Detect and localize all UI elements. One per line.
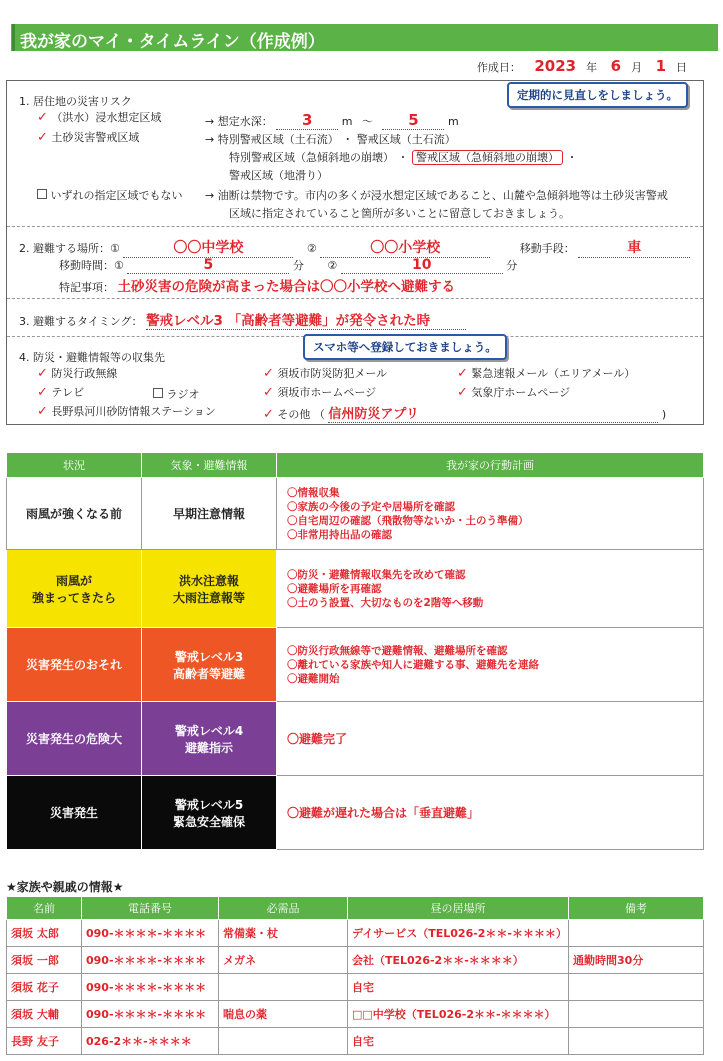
evac-place-1: 〇〇中学校 (123, 237, 293, 258)
section3-row: 3. 避難するタイミング： 警戒レベル3 「高齢者等避難」が発令された時 (19, 309, 466, 330)
timeline-row (7, 478, 704, 550)
risk-section: 1. 居住地の災害リスク ✓ （洪水）浸水想定区域 → 想定水深： 3 m ～ 5 m ✓ 土砂災害警戒区域 → 特別警戒区域（土石流） ・ 警戒区域（土石流） 特別警戒区域（急傾斜地の崩壊） ・ 警戒区域（急傾斜地の崩壊） ・ 警戒区域（地滑り） いずれの指定区域でもない → 油断は禁物です。市内の多くが浸水想定区域であること、山麓や急傾斜地等は土砂災害警戒 区域に指定されていること箇所が多いことに留意しておきましょう。 2. 避難する場所：① 〇〇中学校 ② 〇〇小学校 移動手段： 車 移動時間：① 5 分 ② 10 分 特記事項： 土砂災害の危険が高まった場合は〇〇小学校へ避難する 3. 避難するタイミング： 警戒レベル3 「高齢者等避難」が発令された時 4. 防災・避難情報等の収集先 ✓ 防災行政無線 ✓ 須坂市防災防犯メール ✓ 緊急速報メール（エリアメール） ✓ テレビ ラジオ ✓ 須坂市ホームページ ✓ 気象庁ホームページ ✓ 長野県河川砂防情報ステーション ✓ その他 （ 信州防災アプリ ) 定期的に見直しをしましょう。 スマホ等へ登録しておきましょう。 (6, 80, 704, 425)
info-cell: 洪水注意報 大雨注意報等 (142, 550, 277, 628)
info-item: ✓ 防災行政無線 (37, 366, 118, 381)
info-cell: 早期注意情報 (142, 478, 277, 550)
family-cell: 090-＊＊＊＊-＊＊＊＊ (82, 974, 219, 1001)
plan-item: 〇避難場所を再確認 (287, 582, 382, 595)
section2-row1: 2. 避難する場所：① 〇〇中学校 ② 〇〇小学校 移動手段： 車 (19, 237, 690, 258)
depth-min: 3 (276, 111, 338, 130)
special-note: 土砂災害の危険が高まった場合は〇〇小学校へ避難する (117, 279, 455, 295)
selected-zone: 警戒区域（急傾斜地の崩壊） (412, 150, 563, 165)
depth-max: 5 (382, 111, 444, 130)
family-row (7, 1028, 704, 1055)
plan-cell (277, 702, 704, 776)
col-situation: 状況 (7, 453, 142, 478)
family-cell: 会社（TEL026-2＊＊-＊＊＊＊） (348, 947, 569, 974)
situation-cell: 災害発生のおそれ (7, 628, 142, 702)
col-name: 名前 (7, 897, 82, 920)
info-cell: 警戒レベル3 高齢者等避難 (142, 628, 277, 702)
family-cell: 須坂 花子 (7, 974, 82, 1001)
family-cell: 通勤時間30分 (569, 947, 704, 974)
family-cell: 自宅 (348, 1028, 569, 1055)
plan-item: 〇避難が遅れた場合は「垂直避難」 (287, 805, 480, 820)
plan-item: 〇防災・避難情報収集先を改めて確認 (287, 568, 466, 581)
info-item: ✓ 緊急速報メール（エリアメール） (457, 366, 636, 381)
family-cell (569, 1001, 704, 1028)
info-item: ✓ 気象庁ホームページ (457, 385, 571, 400)
situation-cell: 雨風が 強まってきたら (7, 550, 142, 628)
family-cell: 須坂 大輔 (7, 1001, 82, 1028)
family-cell (569, 974, 704, 1001)
travel-time-2: 10 (341, 257, 503, 274)
info-item: ✓ 須坂市防災防犯メール (263, 366, 388, 381)
family-cell (219, 974, 348, 1001)
timeline-row (7, 776, 704, 850)
info-cell: 警戒レベル5 緊急安全確保 (142, 776, 277, 850)
family-title: ★家族や親戚の情報★ (6, 880, 124, 894)
check-icon: ✓ (37, 130, 48, 145)
col-notes: 備考 (569, 897, 704, 920)
title-bar (6, 24, 718, 51)
info-item-other: ✓ その他 （ 信州防災アプリ ) (263, 403, 666, 423)
section4-heading: 4. 防災・避難情報等の収集先 (19, 351, 165, 364)
family-cell (569, 920, 704, 947)
timeline-row (7, 550, 704, 628)
family-row (7, 974, 704, 1001)
landslide-row: ✓ 土砂災害警戒区域 (37, 130, 140, 145)
family-cell: メガネ (219, 947, 348, 974)
family-table (6, 896, 704, 1055)
date-year: 2023 (534, 57, 577, 75)
checkbox-empty (37, 189, 47, 199)
family-cell: 090-＊＊＊＊-＊＊＊＊ (82, 947, 219, 974)
family-cell: 須坂 太郎 (7, 920, 82, 947)
page-title: 我が家のマイ・タイムライン（作成例） (20, 32, 325, 52)
col-info: 気象・避難情報 (142, 453, 277, 478)
family-cell: 自宅 (348, 974, 569, 1001)
review-note: 定期的に見直しをしましょう。 (507, 82, 688, 108)
evac-timing: 警戒レベル3 「高齢者等避難」が発令された時 (146, 309, 466, 330)
plan-item: 〇避難開始 (287, 672, 340, 685)
plan-cell (277, 478, 704, 550)
col-daytime: 昼の居場所 (348, 897, 569, 920)
timeline-table (6, 452, 704, 850)
family-row (7, 947, 704, 974)
plan-item: 〇家族の今後の予定や居場所を確認 (287, 500, 455, 513)
situation-cell: 災害発生の危険大 (7, 702, 142, 776)
plan-item: 〇避難完了 (287, 731, 348, 746)
plan-cell (277, 776, 704, 850)
col-items: 必需品 (219, 897, 348, 920)
plan-item: 〇土のう設置、大切なものを2階等へ移動 (287, 596, 484, 609)
plan-cell (277, 628, 704, 702)
info-cell: 警戒レベル4 避難指示 (142, 702, 277, 776)
timeline-row (7, 702, 704, 776)
register-note: スマホ等へ登録しておきましょう。 (303, 334, 507, 360)
section2-row2: 移動時間：① 5 分 ② 10 分 (59, 257, 518, 273)
plan-item: 〇非常用持出品の確認 (287, 528, 392, 541)
timeline-row (7, 628, 704, 702)
none-row: いずれの指定区域でもない (37, 187, 183, 203)
other-source: 信州防災アプリ (328, 403, 658, 423)
plan-item: 〇離れている家族や知人に避難する事、避難先を連絡 (287, 658, 539, 671)
family-row (7, 920, 704, 947)
info-item: ✓ 長野県河川砂防情報ステーション (37, 404, 216, 419)
info-item: ✓ 須坂市ホームページ (263, 385, 377, 400)
family-cell: 090-＊＊＊＊-＊＊＊＊ (82, 920, 219, 947)
family-cell: デイサービス（TEL026-2＊＊-＊＊＊＊） (348, 920, 569, 947)
family-cell: 長野 友子 (7, 1028, 82, 1055)
creation-date: 作成日： 2023 年 6 月 1 日 (476, 57, 687, 75)
family-cell: 常備薬・杖 (219, 920, 348, 947)
family-cell: 喘息の薬 (219, 1001, 348, 1028)
family-cell: 026-2＊＊-＊＊＊＊ (82, 1028, 219, 1055)
plan-item: 〇防災行政無線等で避難情報、避難場所を確認 (287, 644, 508, 657)
info-item: ✓ テレビ (37, 385, 85, 400)
date-day: 1 (655, 57, 666, 75)
evac-place-2: 〇〇小学校 (320, 237, 490, 258)
family-cell (569, 1028, 704, 1055)
landslide-row-b: 特別警戒区域（急傾斜地の崩壊） ・ 警戒区域（急傾斜地の崩壊） ・ (229, 151, 578, 164)
family-cell: 須坂 一郎 (7, 947, 82, 974)
section1-heading: 1. 居住地の災害リスク (19, 95, 132, 108)
col-plan: 我が家の行動計画 (277, 453, 704, 478)
situation-cell: 雨風が強くなる前 (7, 478, 142, 550)
family-row (7, 1001, 704, 1028)
depth-row: → 想定水深： 3 m ～ 5 m (205, 111, 459, 129)
family-cell: □□中学校（TEL026-2＊＊-＊＊＊＊） (348, 1001, 569, 1028)
plan-cell (277, 550, 704, 628)
family-cell: 090-＊＊＊＊-＊＊＊＊ (82, 1001, 219, 1028)
info-item: ラジオ (153, 386, 200, 402)
plan-item: 〇自宅周辺の確認（飛散物等ないか・土のう準備） (287, 514, 529, 527)
situation-cell: 災害発生 (7, 776, 142, 850)
col-phone: 電話番号 (82, 897, 219, 920)
date-month: 6 (610, 57, 622, 75)
check-icon: ✓ (37, 110, 48, 125)
flood-row: ✓ （洪水）浸水想定区域 (37, 110, 162, 125)
transport: 車 (578, 237, 690, 258)
section2-row3: 特記事項： 土砂災害の危険が高まった場合は〇〇小学校へ避難する (59, 279, 455, 295)
family-cell (219, 1028, 348, 1055)
travel-time-1: 5 (127, 257, 289, 274)
plan-item: 〇情報収集 (287, 486, 340, 499)
